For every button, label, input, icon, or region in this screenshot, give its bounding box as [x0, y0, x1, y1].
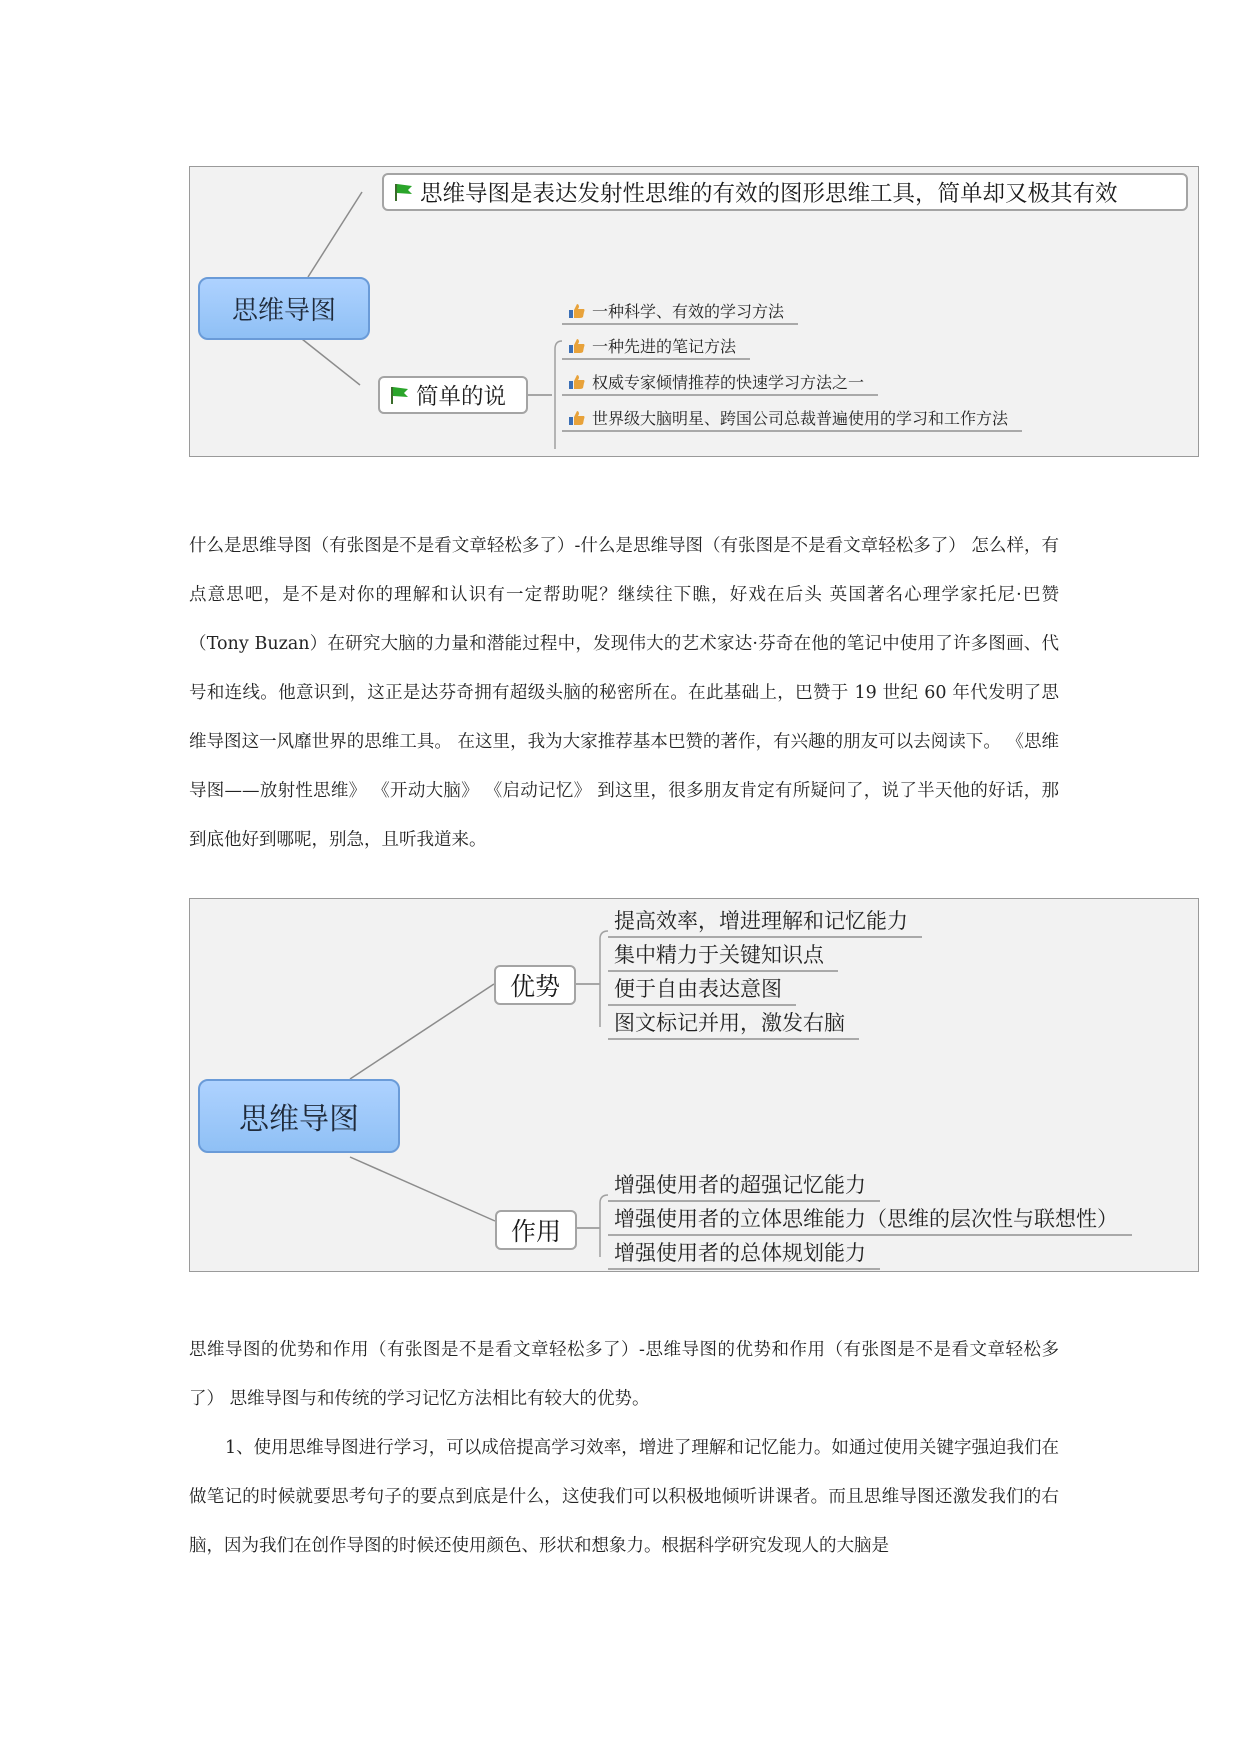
mindmap-1-topic-definition [382, 173, 1188, 211]
mindmap-1-leaf [562, 334, 750, 360]
mindmap-1-leaf [562, 406, 1022, 432]
mindmap-1-topic-simple [378, 376, 528, 414]
topic-simple-label: 简单的说 [416, 384, 507, 410]
leaf-label: 提高效率，增进理解和记忆能力 [614, 909, 908, 933]
mindmap-2-leaf [608, 973, 796, 1006]
mindmap-2-leaf [608, 1203, 1132, 1236]
leaf-label: 世界级大脑明星、跨国公司总裁普遍使用的学习和工作方法 [592, 409, 1009, 428]
mindmap-2-leaf [608, 1169, 880, 1202]
thumbs-up-icon [568, 303, 586, 319]
body-paragraph-3: 1、使用思维导图进行学习，可以成倍提高学习效率，增进了理解和记忆能力。如通过使用关键字强迫我们在做笔记的时候就要思考句子的要点到底是什么，这使我们可以积极地倾听讲课者。而且思维导图还激发我们的右脑，因为我们在创作导图的时候还使用颜色、形状和想象力。根据科学研究发现人的大脑是 [189, 1438, 1059, 1556]
green-flag-icon [392, 182, 414, 202]
green-flag-icon [388, 385, 410, 405]
mindmap-2-leaf [608, 1007, 859, 1040]
leaf-label: 增强使用者的总体规划能力 [614, 1241, 866, 1265]
central-node-label: 思维导图 [239, 1102, 359, 1137]
leaf-label: 一种科学、有效的学习方法 [592, 302, 785, 321]
mindmap-2-leaf [608, 905, 922, 938]
topic-definition-label: 思维导图是表达发射性思维的有效的图形思维工具，简单却又极其有效 [420, 181, 1118, 207]
mindmap-figure-1 [189, 166, 1199, 457]
mindmap-1-central-node [198, 277, 370, 340]
body-paragraph-2: 思维导图的优势和作用（有张图是不是看文章轻松多了）-思维导图的优势和作用（有张图是不是看文章轻松多了） 思维导图与和传统的学习记忆方法相比有较大的优势。 [189, 1340, 1059, 1409]
branch-label: 优势 [509, 972, 560, 1001]
leaf-label: 便于自由表达意图 [614, 977, 782, 1001]
mindmap-figure-2 [189, 898, 1199, 1272]
mindmap-1-leaf [562, 299, 798, 325]
branch-label: 作用 [510, 1217, 561, 1246]
thumbs-up-icon [568, 374, 586, 390]
central-node-label: 思维导图 [231, 296, 336, 326]
leaf-label: 权威专家倾情推荐的快速学习方法之一 [592, 373, 865, 392]
mindmap-2-central-node [198, 1079, 400, 1153]
leaf-label: 增强使用者的立体思维能力（思维的层次性与联想性） [614, 1207, 1118, 1231]
mindmap-1-leaf [562, 370, 878, 396]
leaf-label: 图文标记并用，激发右脑 [614, 1011, 845, 1035]
leaf-label: 一种先进的笔记方法 [592, 337, 737, 356]
thumbs-up-icon [568, 338, 586, 354]
thumbs-up-icon [568, 410, 586, 426]
body-paragraph-1: 什么是思维导图（有张图是不是看文章轻松多了）-什么是思维导图（有张图是不是看文章轻松多了） 怎么样，有点意思吧，是不是对你的理解和认识有一定帮助呢？继续往下瞧，好戏在后头 英国著名心理学家托尼·巴赞（Tony Buzan）在研究大脑的力量和潜能过程中，发现伟大的艺术家达·芬奇在他的笔记中使用了许多图画、代号和连线。他意识到，这正是达芬奇拥有超级头脑的秘密所在。在此基础上，巴赞于 19 世纪 60 年代发明了思维导图这一风靡世界的思维工具。 在这里，我为大家推荐基本巴赞的著作，有兴趣的朋友可以去阅读下。 《思维导图——放射性思维》 《开动大脑》 《启动记忆》 到这里，很多朋友肯定有所疑问了，说了半天他的好话，那到底他好到哪呢，别急，且听我道来。 [189, 536, 1059, 850]
leaf-label: 集中精力于关键知识点 [614, 943, 824, 967]
leaf-label: 增强使用者的超强记忆能力 [614, 1173, 866, 1197]
mindmap-2-branch-functions [495, 1210, 577, 1250]
mindmap-2-branch-advantages [494, 965, 576, 1005]
mindmap-2-leaf [608, 1237, 880, 1270]
mindmap-2-leaf [608, 939, 838, 972]
